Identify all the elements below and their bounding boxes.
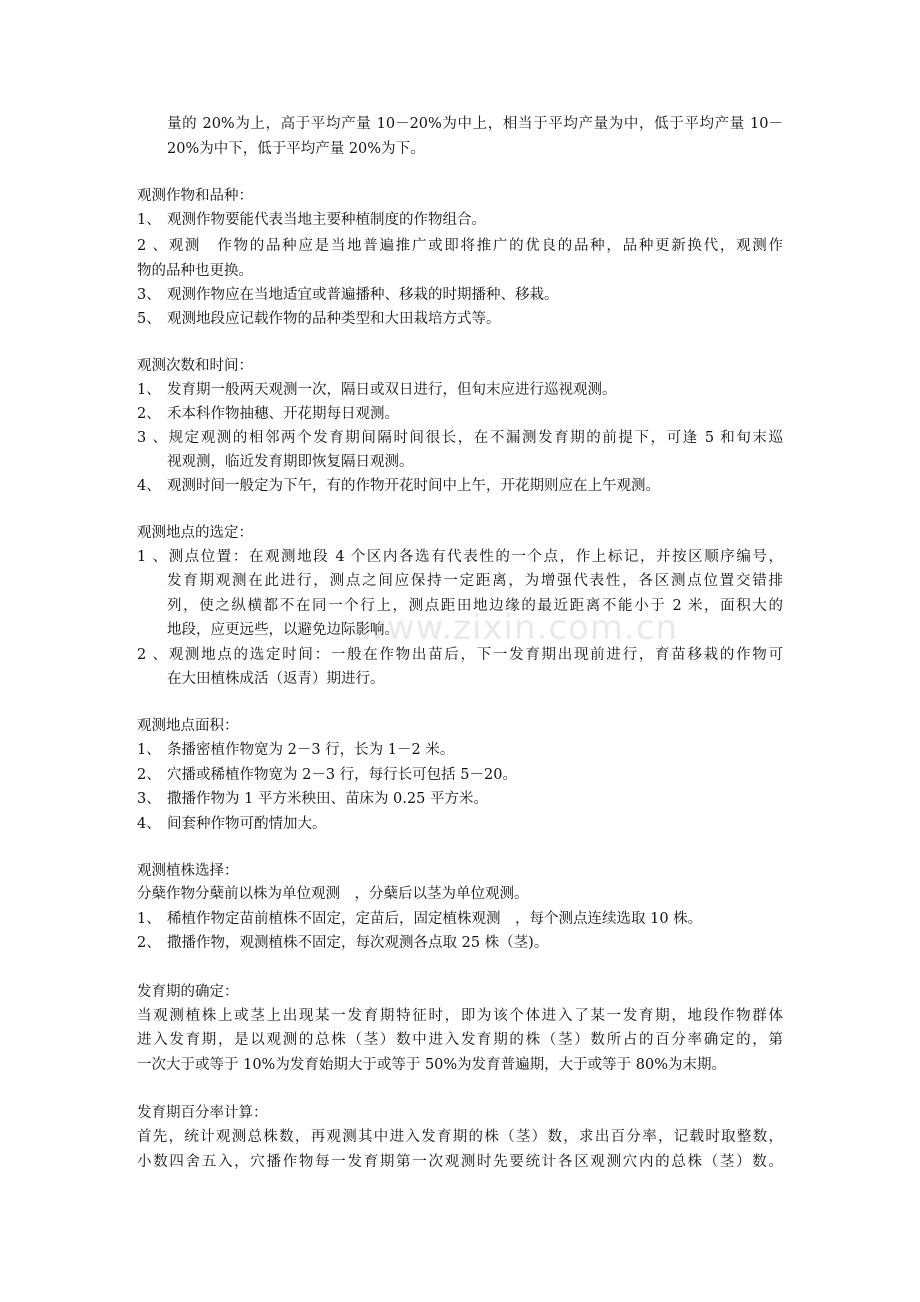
list-text: 稀植作物定苗前植株不固定，定苗后，固定植株观测 ，每个测点连续选取 10 株。 bbox=[167, 911, 703, 927]
list-text: 穴播或稀植作物宽为 2－3 行，每行长可包括 5－20。 bbox=[167, 767, 517, 783]
list-number: 4、 bbox=[137, 478, 161, 494]
list-item bbox=[137, 428, 783, 448]
section-heading-stage: 发育期的确定： bbox=[137, 984, 239, 1000]
list-text: 观测作物要能代表当地主要种植制度的作物组合。 bbox=[167, 212, 486, 228]
section-heading-plants: 观测植株选择： bbox=[137, 863, 239, 879]
list-item-continuation: 发育期观测在此进行，测点之间应保持一定距离，为增强代表性，各区测点位置交错排 bbox=[167, 573, 783, 589]
list-number: 1、 bbox=[137, 212, 161, 228]
section-heading-frequency: 观测次数和时间： bbox=[137, 358, 253, 374]
intro-line-2: 20%为中下，低于平均产量 20%为下。 bbox=[167, 141, 425, 157]
list-item bbox=[137, 909, 702, 929]
list-number: 3、 bbox=[137, 287, 161, 303]
list-number: 4、 bbox=[137, 816, 161, 832]
list-text: 条播密植作物宽为 2－3 行，长为 1－2 米。 bbox=[167, 742, 455, 758]
section-heading-percent: 发育期百分率计算： bbox=[137, 1105, 268, 1121]
list-number: 2、 bbox=[137, 238, 167, 254]
list-item bbox=[137, 404, 399, 424]
list-number: 2、 bbox=[137, 406, 161, 422]
list-item-continuation: 物的品种也更换。 bbox=[137, 263, 253, 279]
list-item bbox=[137, 309, 501, 329]
list-number: 2、 bbox=[137, 767, 161, 783]
section-heading-crops: 观测作物和品种： bbox=[137, 188, 253, 204]
paragraph-line: 一次大于或等于 10%为发育始期大于或等于 50%为发育普遍期，大于或等于 80%为末期。 bbox=[137, 1057, 727, 1073]
list-item bbox=[137, 210, 486, 230]
list-text: 发育期一般两天观测一次，隔日或双日进行，但旬末应进行巡视观测。 bbox=[167, 382, 617, 398]
list-number: 1、 bbox=[137, 382, 161, 398]
list-item bbox=[137, 547, 783, 567]
list-item bbox=[137, 285, 559, 305]
watermark: www.zixin.com.cn bbox=[358, 608, 678, 648]
list-text: 观测时间一般定为下午，有的作物开花时间中上午，开花期则应在上午观测。 bbox=[167, 478, 660, 494]
paragraph-line: 首先，统计观测总株数，再观测其中进入发育期的株（茎）数，求出百分率，记载时取整数， bbox=[137, 1129, 783, 1145]
list-number: 1、 bbox=[137, 742, 161, 758]
list-item-continuation: 在大田植株成活（返青）期进行。 bbox=[167, 671, 385, 687]
list-number: 1、 bbox=[137, 549, 167, 565]
list-text: 间套种作物可酌情加大。 bbox=[167, 816, 327, 832]
list-item bbox=[137, 765, 517, 785]
list-number: 1、 bbox=[137, 911, 161, 927]
list-number: 3、 bbox=[137, 791, 161, 807]
list-number: 5、 bbox=[137, 311, 161, 327]
list-text: 测点位置：在观测地段 4 个区内各选有代表性的一个点，作上标记，并按区顺序编号， bbox=[167, 549, 783, 565]
list-number: 3、 bbox=[137, 430, 167, 446]
intro-line-1: 量的 20%为上，高于平均产量 10－20%为中上，相当于平均产量为中，低于平均产量 10－ bbox=[167, 116, 783, 132]
list-number: 2、 bbox=[137, 935, 161, 951]
list-item-continuation: 列，使之纵横都不在同一个行上，测点距田地边缘的最近距离不能小于 2 米，面积大的 bbox=[167, 598, 783, 614]
list-text: 禾本科作物抽穗、开花期每日观测。 bbox=[167, 406, 399, 422]
list-item bbox=[137, 645, 783, 665]
paragraph-line: 进入发育期，是以观测的总株（茎）数中进入发育期的株（茎）数所占的百分率确定的，第 bbox=[137, 1032, 783, 1048]
list-text: 观测 作物的品种应是当地普遍推广或即将推广的优良的品种，品种更新换代，观测作 bbox=[167, 238, 783, 254]
list-text: 观测地段应记载作物的品种类型和大田栽培方式等。 bbox=[167, 311, 501, 327]
list-item bbox=[137, 380, 617, 400]
paragraph-line: 当观测植株上或茎上出现某一发育期特征时，即为该个体进入了某一发育期，地段作物群体 bbox=[137, 1008, 783, 1024]
list-item bbox=[137, 476, 660, 496]
section-intro: 分蘖作物分蘖前以株为单位观测 ，分蘖后以茎为单位观测。 bbox=[137, 886, 529, 902]
list-item bbox=[137, 814, 327, 834]
list-text: 撒播作物，观测植株不固定，每次观测各点取 25 株（茎)。 bbox=[167, 935, 549, 951]
list-item bbox=[137, 236, 783, 256]
list-item bbox=[137, 933, 548, 953]
list-text: 观测地点的选定时间：一般在作物出苗后，下一发育期出现前进行，育苗移栽的作物可 bbox=[167, 647, 783, 663]
list-item-continuation: 视观测，临近发育期即恢复隔日观测。 bbox=[167, 454, 414, 470]
section-heading-site: 观测地点的选定： bbox=[137, 525, 253, 541]
paragraph-line: 小数四舍五入，穴播作物每一发育期第一次观测时先要统计各区观测穴内的总株（茎）数。 bbox=[137, 1154, 783, 1170]
list-text: 规定观测的相邻两个发育期间隔时间很长，在不漏测发育期的前提下，可逢 5 和旬末巡 bbox=[167, 430, 783, 446]
list-text: 观测作物应在当地适宜或普遍播种、移栽的时期播种、移栽。 bbox=[167, 287, 559, 303]
list-text: 撒播作物为 1 平方米秧田、苗床为 0.25 平方米。 bbox=[167, 791, 488, 807]
list-item-continuation: 地段，应更远些，以避免边际影响。 bbox=[167, 622, 399, 638]
list-item bbox=[137, 740, 454, 760]
list-number: 2、 bbox=[137, 647, 167, 663]
section-heading-area: 观测地点面积： bbox=[137, 718, 239, 734]
list-item bbox=[137, 789, 488, 809]
